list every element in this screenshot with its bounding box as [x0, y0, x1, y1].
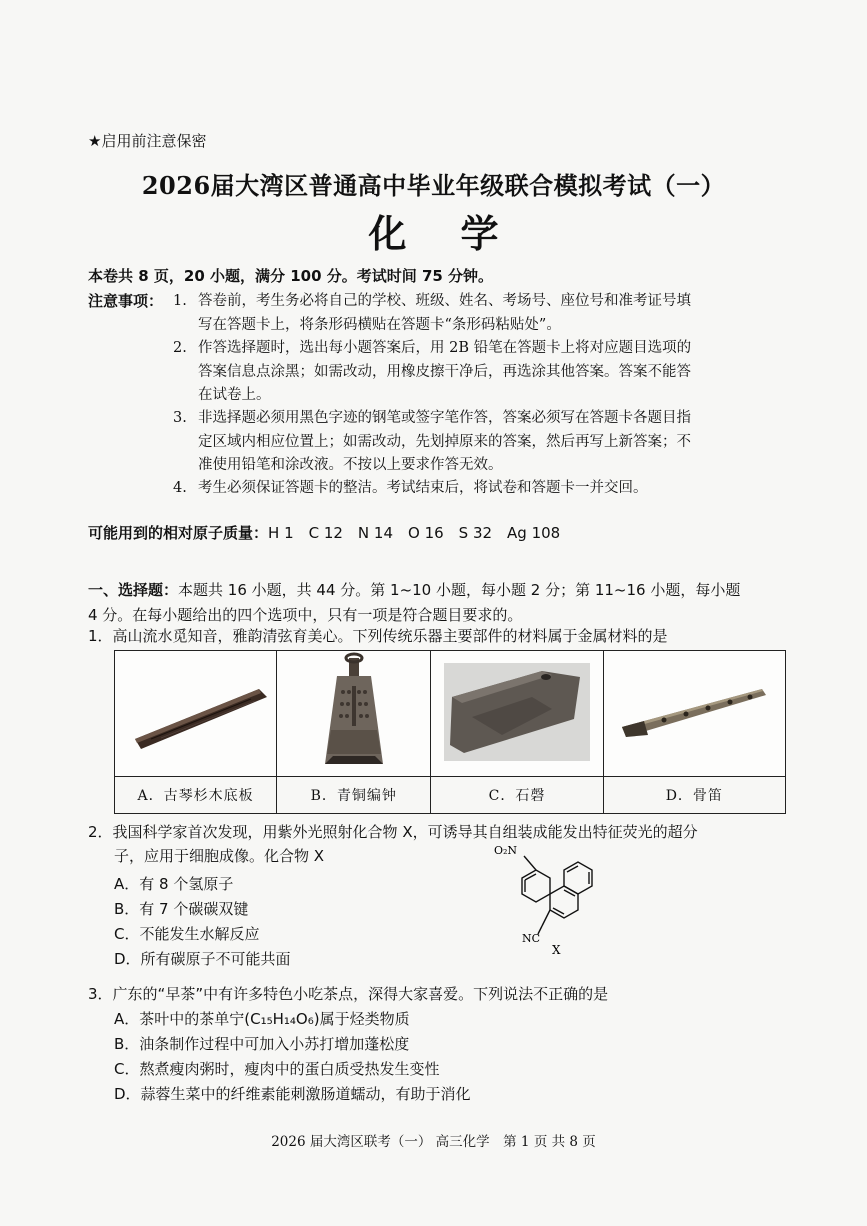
compound-x-structure [480, 838, 620, 960]
question-1-stem: 1．高山流水觅知音，雅韵清弦育美心。下列传统乐器主要部件的材料属于金属材料的是 [88, 627, 668, 645]
q2-option-d: D．所有碳原子不可能共面 [114, 950, 291, 968]
q2-option-a: A．有 8 个氢原子 [114, 875, 234, 893]
notice-line: 准使用铅笔和涂改液。不按以上要求作答无效。 [198, 457, 503, 473]
section-instructions [88, 578, 788, 628]
notice-list [0, 290, 867, 510]
notice-line: 写在答题卡上，将条形码横贴在答题卡“条形码粘贴处”。 [198, 316, 561, 333]
stone-chime-image [431, 651, 603, 777]
confidential-mark: ★启用前注意保密 [88, 132, 207, 150]
notice-line: 在试卷上。 [198, 387, 271, 403]
notice-text [198, 407, 786, 478]
notice-line: 定区域内相应位置上；如需改动，先划掉原来的答案，然后再写上新答案；不 [198, 433, 691, 450]
notice-text [198, 477, 786, 501]
q2-option-c: C．不能发生水解反应 [114, 925, 260, 943]
cn-label: NC [522, 932, 541, 945]
bronze-bell-image [277, 651, 431, 777]
no2-label: O₂N [494, 844, 518, 857]
notice-line: 作答选择题时，选出每小题答案后，用 2B 铅笔在答题卡上将对应题目选项的 [198, 340, 692, 356]
notice-line: 答卷前，考生务必将自己的学校、班级、姓名、考场号、座位号和准考证号填 [198, 293, 691, 309]
compound-name: X [552, 943, 561, 957]
page-footer: 2026 届大湾区联考（一） 高三化学 第 1 页 共 8 页 [271, 1134, 596, 1150]
option-c-label: C．石磬 [431, 777, 603, 814]
notice-label: 注意事项： [88, 292, 164, 310]
notice-text [198, 290, 786, 337]
question-3-stem: 3．广东的“早茶”中有许多特色小吃茶点，深得大家喜爱。下列说法不正确的是 [88, 985, 609, 1003]
guqin-board-image [115, 651, 277, 777]
atomic-mass-values: H 1 C 12 N 14 O 16 S 32 Ag 108 [268, 524, 561, 542]
option-a-label: A．古琴杉木底板 [115, 777, 277, 814]
section-line: 本题共 16 小题，共 44 分。第 1~10 小题，每小题 2 分；第 11~16 小题，每小题 [178, 581, 741, 599]
notice-number: 3. [173, 410, 187, 426]
atomic-mass [88, 522, 560, 543]
exam-info: 本卷共 8 页，20 小题，满分 100 分。考试时间 75 分钟。 [88, 267, 494, 285]
q3-option-a: A．茶叶中的茶单宁(C₁₅H₁₄O₆)属于烃类物质 [114, 1010, 410, 1028]
stem-line: 2．我国科学家首次发现，用紫外光照射化合物 X，可诱导其自组装成能发出特征荧光的超分 [88, 823, 698, 841]
q3-option-b: B．油条制作过程中可加入小苏打增加蓬松度 [114, 1035, 410, 1053]
option-b-label: B．青铜编钟 [277, 777, 431, 814]
notice-number: 2. [173, 340, 187, 356]
exam-title: 2026届大湾区普通高中毕业年级联合模拟考试（一） [141, 171, 726, 200]
notice-line: 答案信息点涂黑；如需改动，用橡皮擦干净后，再选涂其他答案。答案不能答 [198, 363, 691, 380]
question-2-stem [88, 820, 788, 868]
atomic-mass-label: 可能用到的相对原子质量： [88, 524, 269, 542]
notice-line: 非选择题必须用黑色字迹的钢笔或签字笔作答，答案必须写在答题卡各题目指 [198, 410, 691, 426]
subject-title: 化学 [368, 211, 553, 256]
notice-number: 1. [173, 293, 187, 309]
q2-option-b: B．有 7 个碳碳双键 [114, 900, 249, 918]
bone-flute-image [603, 651, 785, 777]
notice-line: 考生必须保证答题卡的整洁。考试结束后，将试卷和答题卡一并交回。 [198, 480, 648, 496]
instrument-table [114, 650, 786, 814]
option-d-label: D．骨笛 [603, 777, 785, 814]
notice-text [198, 337, 786, 408]
q3-option-c: C．熬煮瘦肉粥时，瘦肉中的蛋白质受热发生变性 [114, 1060, 440, 1078]
section-heading: 一、选择题： [88, 581, 179, 599]
q3-option-d: D．蒜蓉生菜中的纤维素能刺激肠道蠕动，有助于消化 [114, 1085, 471, 1103]
section-line: 4 分。在每小题给出的四个选项中，只有一项是符合题目要求的。 [88, 606, 523, 624]
notice-number: 4. [173, 480, 187, 496]
stem-line: 子，应用于细胞成像。化合物 X [114, 847, 325, 865]
